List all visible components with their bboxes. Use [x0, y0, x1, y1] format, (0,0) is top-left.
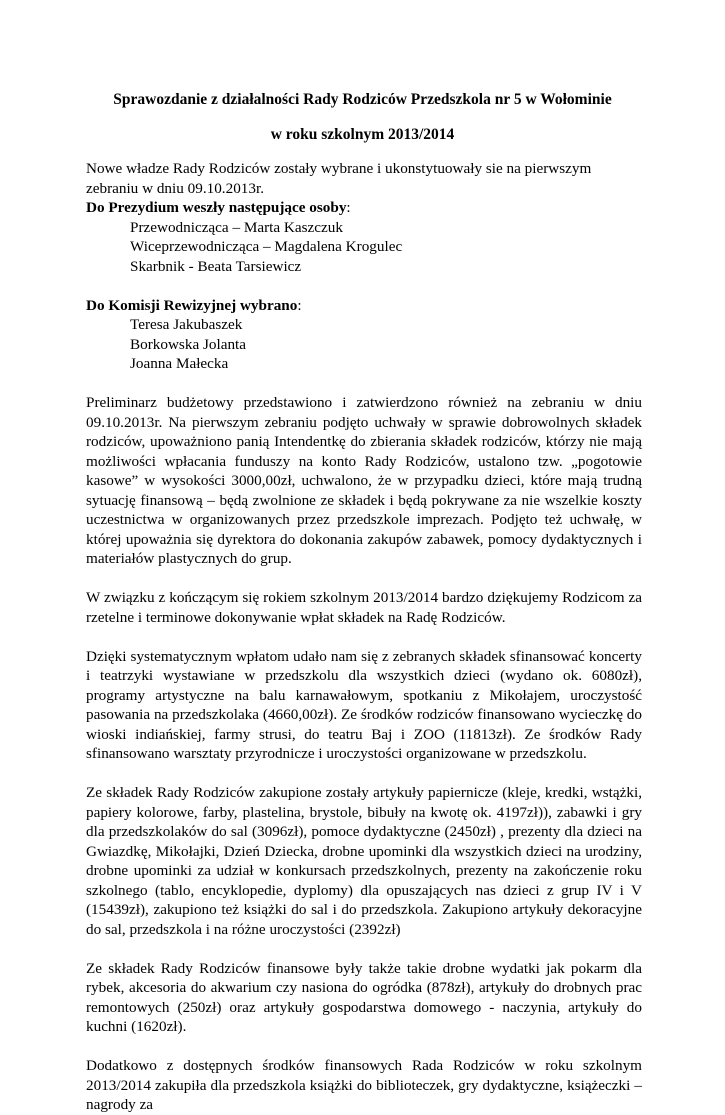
- presidium-heading: Do Prezydium weszły następujące osoby:: [86, 199, 351, 216]
- events-paragraph: Dzięki systematycznym wpłatom udało nam się z zebranych składek sfinansować koncerty i teatrzyki wystawiane w przedszkolu dla wszystkich dzieci (wydano ok. 6080zł), programy artystyczne na balu karnawałowym, spotkaniu z Mikołajem, uroczystość pasowania na przedszkolaka (4660,00zł). Ze środków rodziców finansowano wycieczkę do wioski indiańskiej, farmy strusi, do teatru Baj i ZOO (11813zł). Ze środków Rady sfinansowano warsztaty przyrodnicze i uroczystości organizowane w przedszkolu.: [86, 647, 642, 762]
- budget-paragraph: Preliminarz budżetowy przedstawiono i zatwierdzono również na zebraniu w dniu 09.10.2013r. Na pierwszym zebraniu podjęto uchwały w sprawie dobrowolnych składek rodziców, upoważniono panią Intendentkę do zbierania składek rodziców, którzy nie mają możliwości wpłacania funduszy na konto Rady Rodziców, ustalono tzw. „pogotowie kasowe” w wysokości 3000,00zł, uchwalono, że w przypadku dzieci, które mają trudną sytuację finansową – będą zwolnione ze składek i będą pokrywane za nie wszelkie koszty uczestnictwa w organizowanych przez przedszkole imprezach. Podjęto też uchwałę, w której upoważnia się dyrektora do dokonania zakupów zabawek, pomocy dydaktycznych i materiałów plastycznych do grup.: [86, 394, 642, 567]
- purchases-paragraph: Ze składek Rady Rodziców zakupione zostały artykuły papiernicze (kleje, kredki, wstążki, papiery kolorowe, farby, plastelina, brystole, bibuły na kwotę ok. 4197zł)), zabawki i gry dla przedszkolaków do sal (3096zł), pomoce dydaktyczne (2450zł) , prezenty dla dzieci na Gwiazdkę, Mikołajki, Dzień Dziecka, drobne upominki dla wszystkich dzieci na urodziny, drobne upominki za udział w konkursach przedszkolnych, prezenty na zakończenie roku szkolnego (tablo, encyklopedie, dyplomy) dla opuszających nas dzieci z grup IV i V (15439zł), zakupiono też książki do sal i do przedszkola. Zakupiono artykuły dekoracyjne do sal, przedszkola i na różne uroczystości (2392zł): [86, 784, 642, 938]
- intro-paragraph: Nowe władze Rady Rodziców zostały wybrane i ukonstytuowały sie na pierwszym zebraniu w dniu 09.10.2013r.: [86, 160, 592, 197]
- audit-member: Borkowska Jolanta: [130, 335, 246, 353]
- document-title: Sprawozdanie z działalności Rady Rodziców Przedszkola nr 5 w Wołominie: [113, 91, 612, 108]
- audit-heading: Do Komisji Rewizyjnej wybrano:: [86, 296, 302, 314]
- audit-member: Joanna Małecka: [130, 355, 229, 372]
- audit-member: Teresa Jakubaszek: [130, 316, 243, 333]
- document-body: [86, 159, 642, 1115]
- document-subtitle: w roku szkolnym 2013/2014: [270, 126, 455, 143]
- thanks-paragraph: W związku z kończącym się rokiem szkolnym 2013/2014 bardzo dziękujemy Rodzicom za rzetelne i terminowe dokonywanie wpłat składek na Radę Rodziców.: [86, 589, 642, 626]
- additional-paragraph: Dodatkowo z dostępnych środków finansowych Rada Rodziców w roku szkolnym 2013/2014 zakupiła dla przedszkola książki do biblioteczek, gry dydaktyczne, książeczki – nagrody za: [86, 1057, 642, 1113]
- presidium-member: Wiceprzewodnicząca – Magdalena Krogulec: [130, 238, 403, 255]
- expenses-paragraph: Ze składek Rady Rodziców finansowe były także takie drobne wydatki jak pokarm dla rybek, akcesoria do akwarium czy nasiona do ogródka (878zł), artykuły do drobnych prac remontowych (250zł) oraz artykuły gospodarstwa domowego - naczynia, artykuły do kuchni (1620zł).: [86, 959, 642, 1035]
- presidium-member: Przewodnicząca – Marta Kaszczuk: [130, 218, 343, 236]
- presidium-member: Skarbnik - Beata Tarsiewicz: [130, 257, 302, 275]
